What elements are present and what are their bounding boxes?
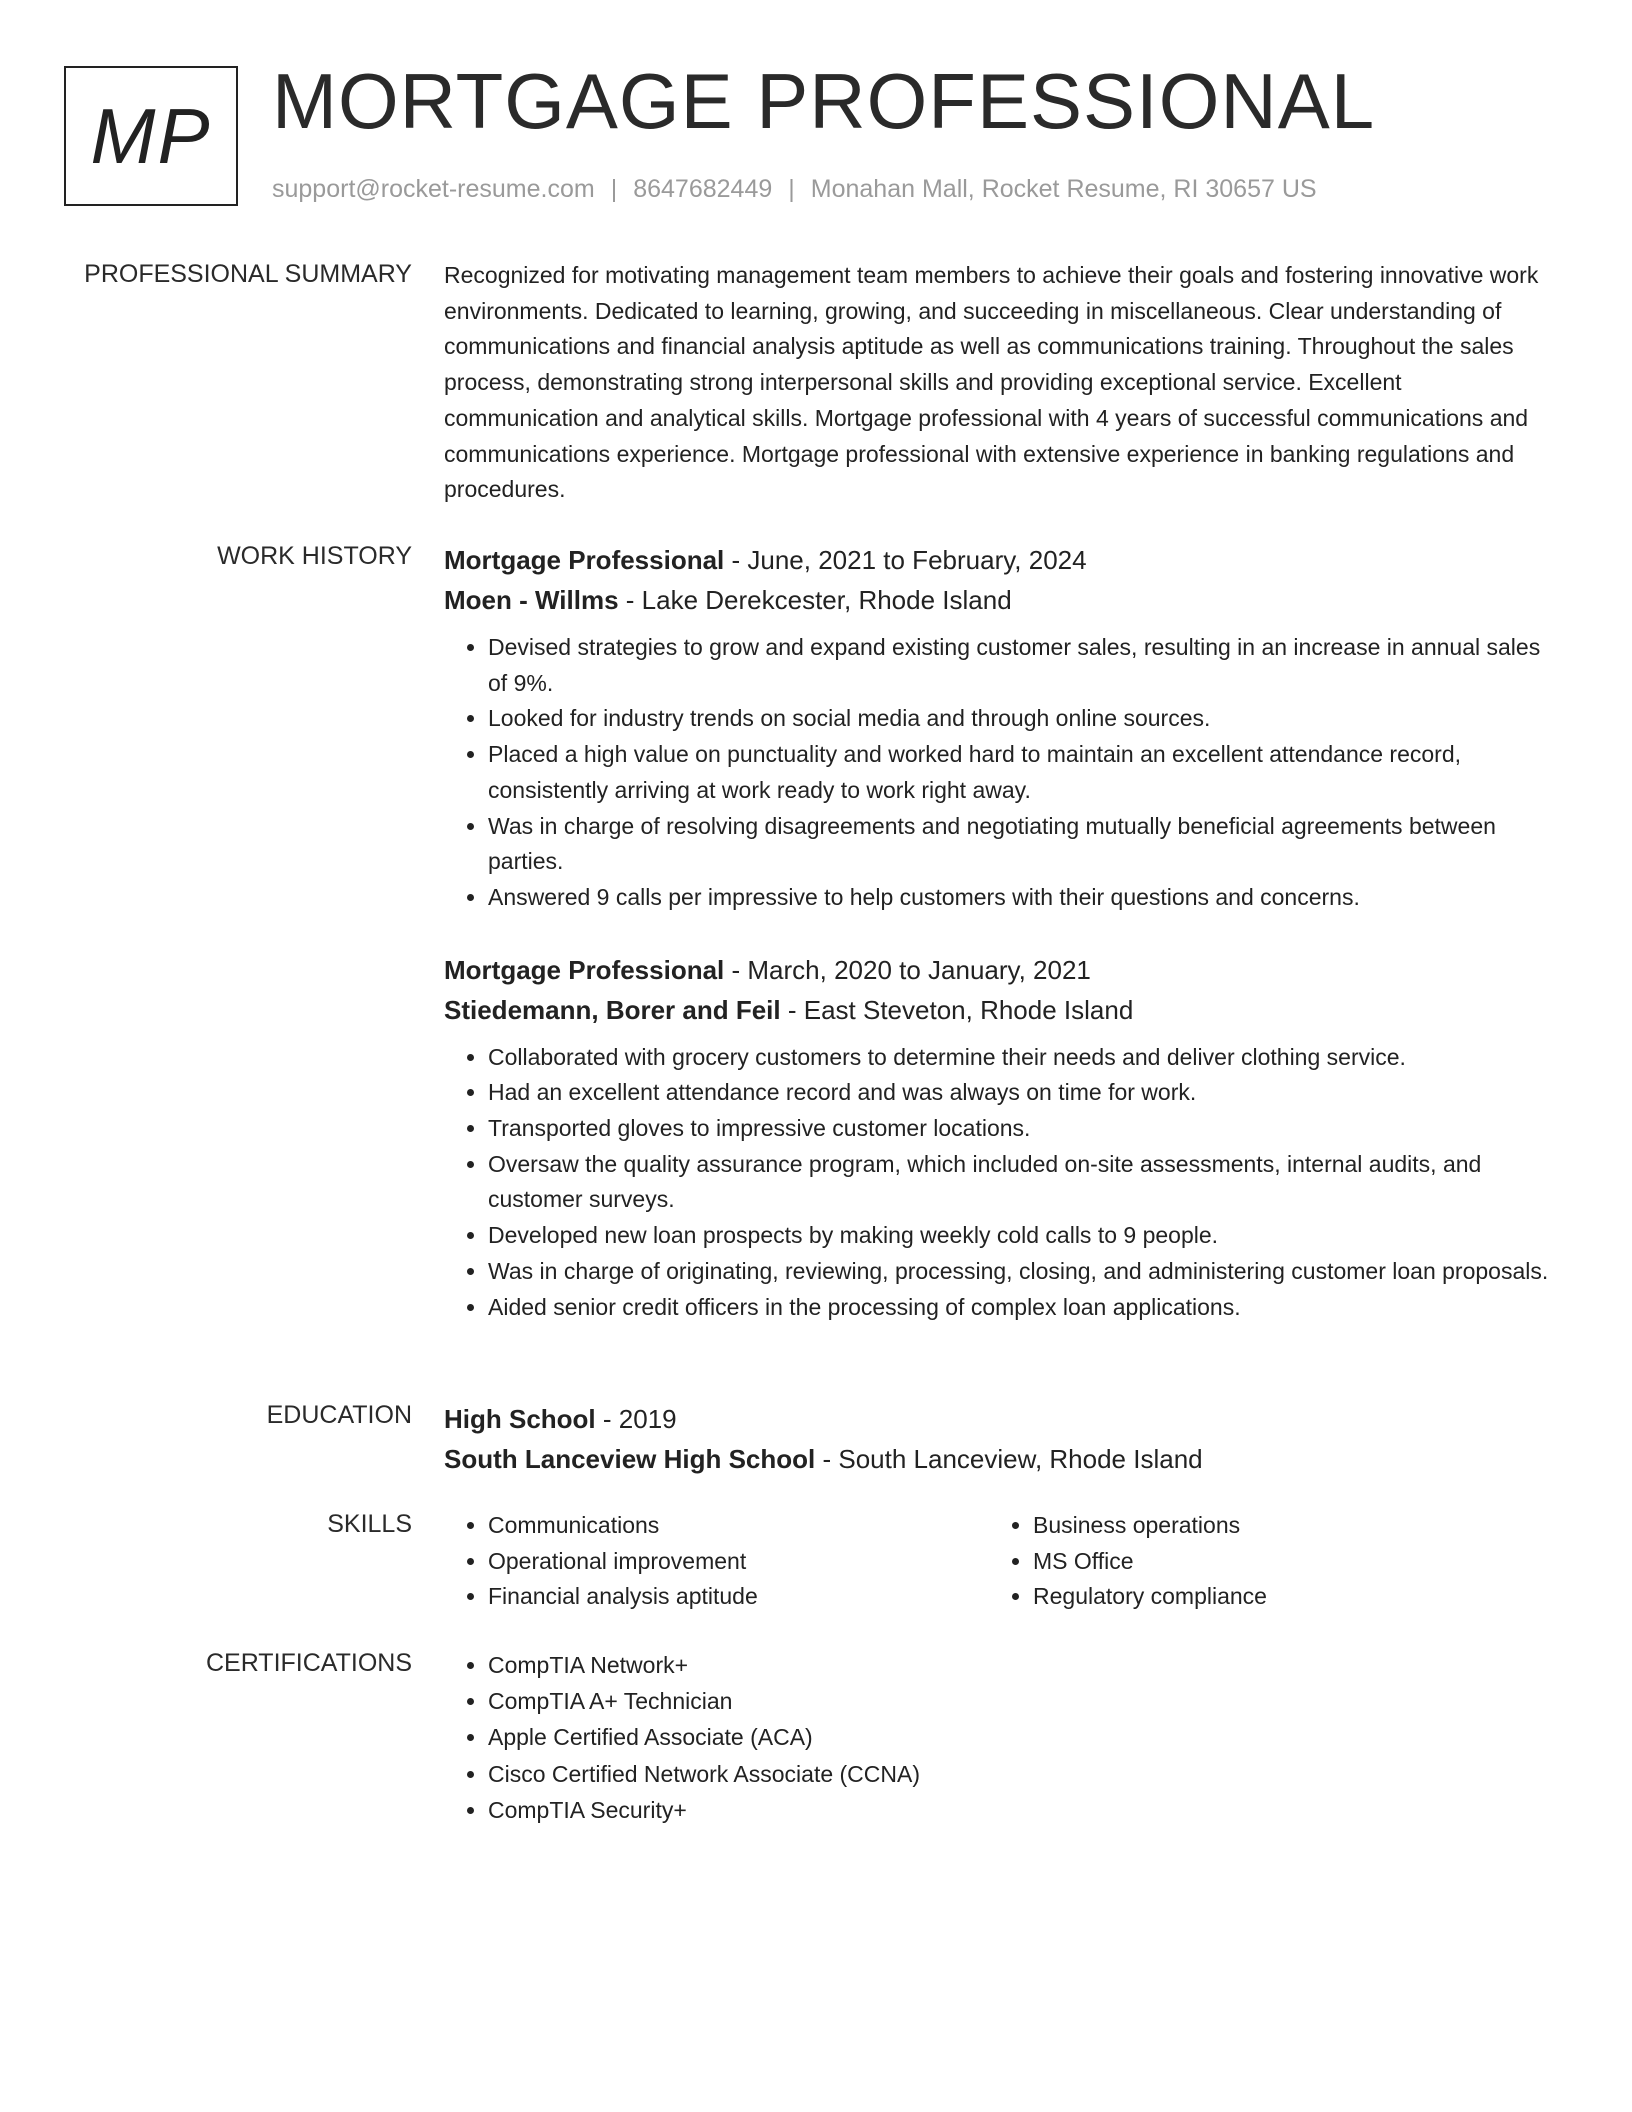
skills-column-right	[989, 1508, 1509, 1615]
certification-item: • CompTIA Network+	[488, 1647, 1560, 1683]
education-school-line	[444, 1439, 1560, 1479]
section-heading: SKILLS	[327, 1510, 412, 1538]
job-entry	[444, 950, 1560, 1326]
contact-phone[interactable]: 8647682449	[633, 175, 773, 203]
summary-text: Recognized for motivating management team members to achieve their goals and fostering innovative work environments. Dedicated to learning, growing, and succeeding in miscellaneous. Clear understanding of communications and financial analysis aptitude as well as communications training. Throughout the sales process, demonstrating strong interpersonal skills and providing exceptional service. Excellent communication and analytical skills. Mortgage professional with 4 years of successful communications and communications experience. Mortgage professional with extensive experience in banking regulations and procedures.	[444, 262, 1539, 503]
job-location: - East Steveton, Rhode Island	[780, 994, 1134, 1025]
job-entry	[444, 540, 1560, 916]
list-item: • Transported gloves to impressive customer locations.	[488, 1111, 1560, 1147]
list-item: • Had an excellent attendance record and was always on time for work.	[488, 1075, 1560, 1111]
education-degree-line	[444, 1399, 1560, 1439]
certification-item: • CompTIA A+ Technician	[488, 1683, 1560, 1719]
list-item: • Looked for industry trends on social media and through online sources.	[488, 701, 1560, 737]
job-bullets	[444, 1040, 1560, 1326]
section-heading: CERTIFICATIONS	[205, 1649, 412, 1677]
contact-line	[272, 174, 1317, 204]
list-item: • Was in charge of originating, reviewing, processing, closing, and administering customer loan proposals.	[488, 1254, 1560, 1290]
job-company: Stiedemann, Borer and Feil	[444, 994, 781, 1025]
job-company-line	[444, 990, 1560, 1030]
job-bullets	[444, 630, 1560, 916]
certification-item: • CompTIA Security+	[488, 1792, 1560, 1828]
work-history-body	[444, 540, 1560, 1325]
job-dates: - June, 2021 to February, 2024	[724, 545, 1087, 575]
list-item: • Answered 9 calls per impressive to help customers with their questions and concerns.	[488, 880, 1560, 916]
skill-item: • Operational improvement	[488, 1544, 964, 1580]
section-heading: EDUCATION	[266, 1401, 412, 1429]
certification-item: • Apple Certified Associate (ACA)	[488, 1719, 1560, 1755]
monogram-badge	[64, 66, 238, 206]
list-item: • Developed new loan prospects by making weekly cold calls to 9 people.	[488, 1218, 1560, 1254]
job-title: Mortgage Professional	[444, 545, 725, 575]
skill-item: • Communications	[488, 1508, 964, 1544]
certification-item: • Cisco Certified Network Associate (CCNA)	[488, 1756, 1560, 1792]
contact-separator: |	[610, 175, 618, 203]
skill-item: • Regulatory compliance	[1033, 1579, 1509, 1615]
skill-item: • MS Office	[1033, 1544, 1509, 1580]
job-title: Mortgage Professional	[444, 954, 725, 985]
list-item: • Placed a high value on punctuality and worked hard to maintain an excellent attendance record, consistently arriving at work ready to work right away.	[488, 737, 1560, 808]
certifications-list	[444, 1647, 1560, 1828]
section-heading: WORK HISTORY	[217, 542, 412, 570]
education-year: - 2019	[595, 1404, 677, 1434]
list-item: • Devised strategies to grow and expand existing customer sales, resulting in an increase in annual sales of 9%.	[488, 630, 1560, 701]
job-title-line	[444, 540, 1560, 580]
education-location: - South Lanceview, Rhode Island	[815, 1444, 1203, 1474]
resume-name: MORTGAGE PROFESSIONAL	[272, 57, 1376, 145]
list-item: • Oversaw the quality assurance program, which included on-site assessments, internal audits, and customer surveys.	[488, 1147, 1560, 1218]
skill-item: • Business operations	[1033, 1508, 1509, 1544]
job-company: Moen - Willms	[444, 585, 619, 615]
job-location: - Lake Derekcester, Rhode Island	[618, 585, 1012, 615]
list-item: • Collaborated with grocery customers to determine their needs and deliver clothing service.	[488, 1040, 1560, 1076]
job-title-line	[444, 950, 1560, 990]
skills-grid	[444, 1508, 1560, 1618]
contact-separator: |	[788, 175, 795, 203]
skill-item: • Financial analysis aptitude	[488, 1579, 964, 1615]
job-dates: - March, 2020 to January, 2021	[724, 954, 1091, 985]
contact-email[interactable]: support@rocket-resume.com	[272, 175, 595, 203]
monogram-text: MP	[90, 91, 212, 180]
section-heading: PROFESSIONAL SUMMARY	[84, 260, 412, 288]
contact-address: Monahan Mall, Rocket Resume, RI 30657 US	[810, 175, 1317, 203]
education-degree: High School	[444, 1404, 596, 1434]
list-item: • Aided senior credit officers in the processing of complex loan applications.	[488, 1290, 1560, 1326]
education-school: South Lanceview High School	[444, 1444, 816, 1474]
job-company-line	[444, 580, 1560, 620]
list-item: • Was in charge of resolving disagreements and negotiating mutually beneficial agreements between parties.	[488, 809, 1560, 880]
skills-column-left	[444, 1508, 964, 1615]
